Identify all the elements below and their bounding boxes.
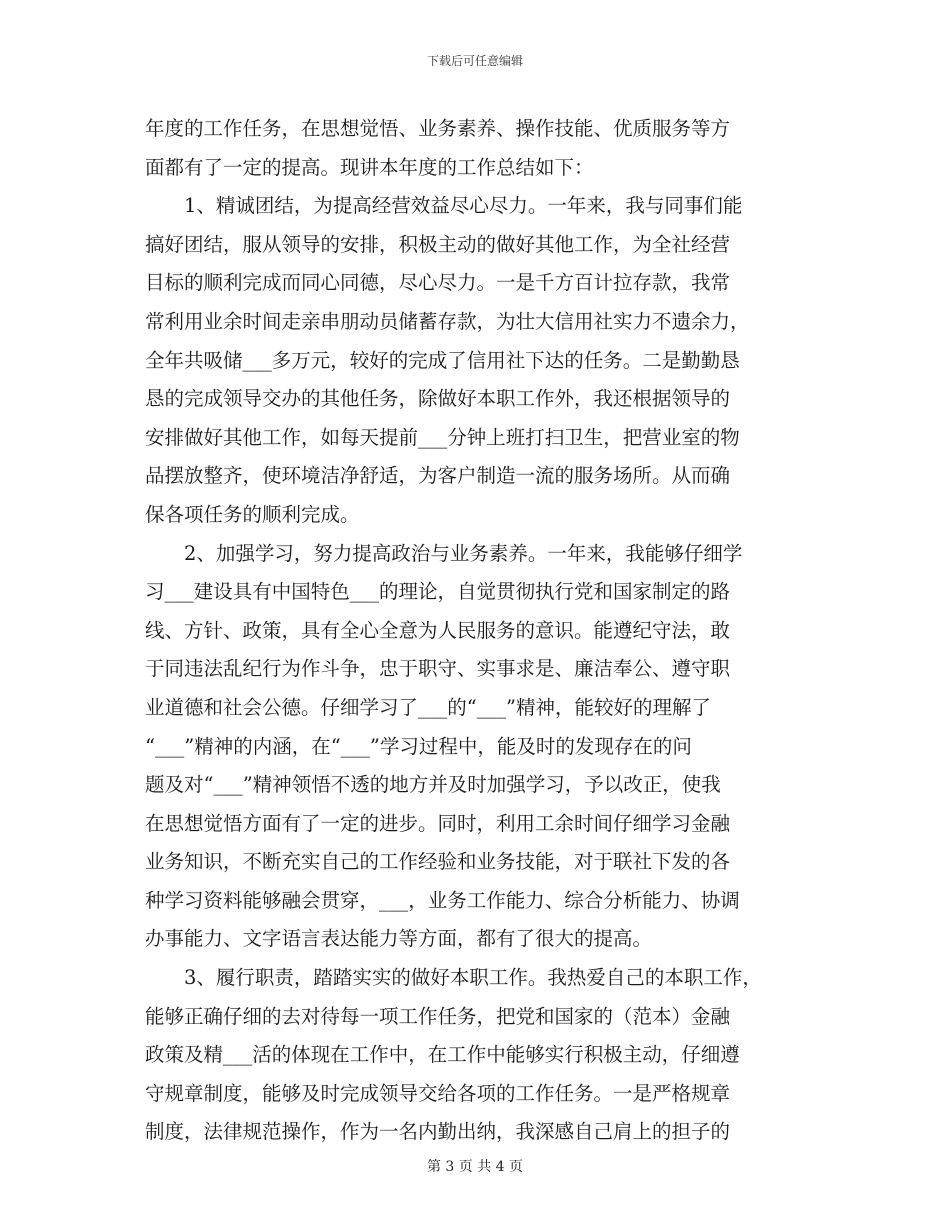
text-line: 3、履行职责，踏踏实实的做好本职工作。我热爱自己的本职工作，	[184, 966, 762, 990]
text-line: 种学习资料能够融会贯穿，___，业务工作能力、综合分析能力、协调	[145, 888, 740, 912]
text-line: 1、精诚团结，为提高经营效益尽心尽力。一年来，我与同事们能	[184, 194, 743, 218]
text-line: 2、加强学习，努力提高政治与业务素养。一年来，我能够仔细学	[184, 541, 743, 565]
text-line: 恳的完成领导交办的其他任务，除做好本职工作外，我还根据领导的	[145, 387, 731, 411]
text-line: 办事能力、文字语言表达能力等方面，都有了很大的提高。	[145, 927, 653, 951]
text-line: 安排做好其他工作，如每天提前___分钟上班打扫卫生，把营业室的物	[145, 425, 740, 449]
text-line: 保各项任务的顺利完成。	[145, 502, 360, 526]
text-line: 政策及精___活的体现在工作中，在工作中能够实行积极主动，仔细遵	[145, 1043, 740, 1067]
text-line: 年度的工作任务，在思想觉悟、业务素养、操作技能、优质服务等方	[145, 117, 731, 140]
text-line: 常利用业余时间走亲串朋动员储蓄存款，为壮大信用社实力不遗余力，	[145, 309, 750, 333]
text-line: 业道德和社会公德。仔细学习了___的“___”精神，能较好的理解了	[145, 695, 711, 719]
text-line: 线、方针、政策，具有全心全意为人民服务的意识。能遵纪守法，敢	[145, 618, 731, 642]
text-line: 品摆放整齐，使环境洁净舒适，为客户制造一流的服务场所。从而确	[145, 464, 731, 488]
text-line: 能够正确仔细的去对待每一项工作任务，把党和国家的（范本）金融	[145, 1004, 731, 1028]
page-header-note: 下载后可任意编辑	[426, 54, 523, 68]
text-line: 习___建设具有中国特色___的理论，自觉贯彻执行党和国家制定的路	[145, 580, 731, 604]
page-number-footer: 第 3 页 共 4 页	[426, 1159, 524, 1175]
text-line: 于同违法乱纪行为作斗争，忠于职守、实事求是、廉洁奉公、遵守职	[145, 657, 731, 681]
text-line: 搞好团结，服从领导的安排，积极主动的做好其他工作，为全社经营	[145, 232, 731, 256]
text-line: “___”精神的内涵，在“___”学习过程中，能及时的发现存在的问	[145, 734, 692, 758]
text-line: 在思想觉悟方面有了一定的进步。同时，利用工余时间仔细学习金融	[145, 811, 731, 835]
text-line: 题及对“___”精神领悟不透的地方并及时加强学习，予以改正，使我	[145, 773, 721, 797]
text-line: 制度，法律规范操作，作为一名内勤出纳，我深感自己肩上的担子的	[145, 1120, 731, 1144]
document-body	[145, 110, 805, 1152]
text-line: 目标的顺利完成而同心同德，尽心尽力。一是千方百计拉存款，我常	[145, 271, 731, 295]
text-line: 业务知识，不断充实自己的工作经验和业务技能，对于联社下发的各	[145, 850, 731, 874]
text-line: 全年共吸储___多万元，较好的完成了信用社下达的任务。二是勤勤恳	[145, 348, 740, 372]
text-line: 面都有了一定的提高。现讲本年度的工作总结如下：	[145, 155, 594, 179]
text-line: 守规章制度，能够及时完成领导交给各项的工作任务。一是严格规章	[145, 1081, 731, 1105]
